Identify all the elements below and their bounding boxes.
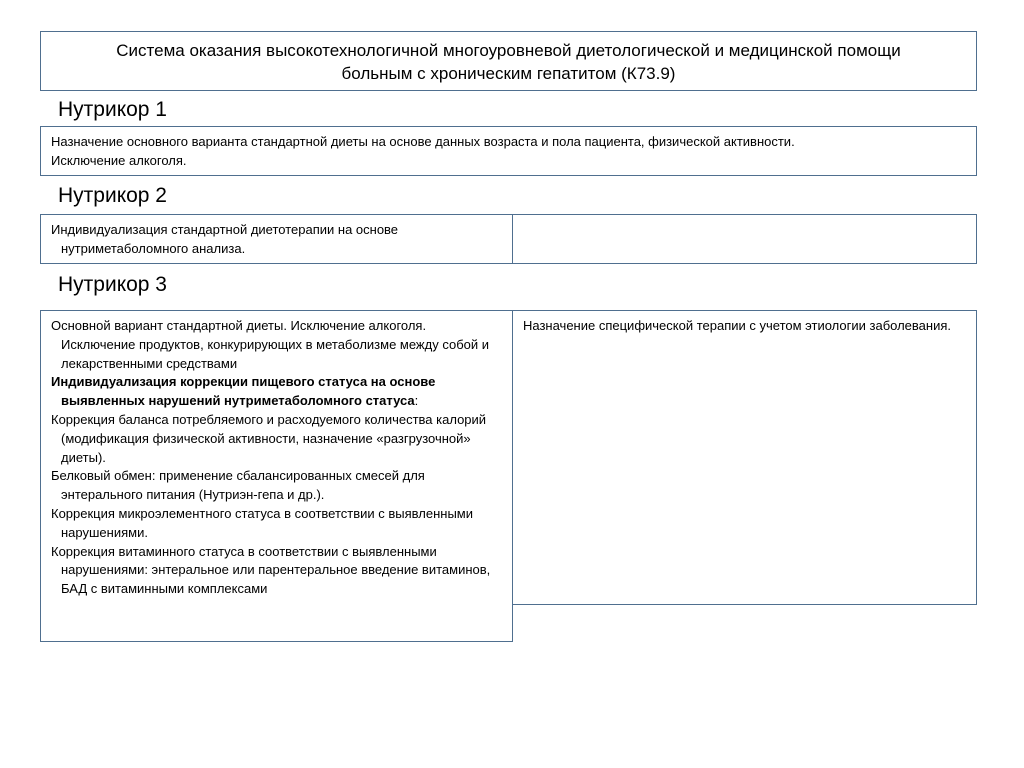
nutrikor-3-para-5: Коррекция микроэлементного статуса в соответствии с выявленными нарушениями. <box>51 505 473 540</box>
heading-nutrikor-2: Нутрикор 2 <box>58 184 167 207</box>
nutrikor-2-right-box <box>512 214 977 264</box>
nutrikor-3-right-text: Назначение специфической терапии с учетом этиологии заболевания. <box>523 318 951 333</box>
title-line-2: больным с хроническим гепатитом (К73.9) <box>341 64 676 83</box>
title-line-1: Система оказания высокотехнологичной многоуровневой диетологической и медицинской помощи <box>116 41 901 60</box>
nutrikor-1-text-line-1: Назначение основного варианта стандартной диеты на основе данных возраста и пола пациента, физической активности. <box>51 134 795 149</box>
heading-nutrikor-3: Нутрикор 3 <box>58 273 167 296</box>
nutrikor-3-para-3: Коррекция баланса потребляемого и расходуемого количества калорий (модификация физической активности, назначение «разгрузочной» диеты). <box>51 411 487 465</box>
nutrikor-2-left-text: Индивидуализация стандартной диетотерапии на основе нутриметаболомного анализа. <box>51 222 399 256</box>
nutrikor-3-para-1: Основной вариант стандартной диеты. Исключение алкоголя. Исключение продуктов, конкурирующих в метаболизме между собой и лекарственными средствами <box>51 318 490 371</box>
nutrikor-1-text-line-2: Исключение алкоголя. <box>51 152 187 168</box>
title-box <box>40 31 977 91</box>
nutrikor-3-para-6: Коррекция витаминного статуса в соответствии с выявленными нарушениями: энтеральное или парентеральное введение витаминов, БАД с витаминными комплексами <box>51 543 491 597</box>
nutrikor-3-para-2-bold: Индивидуализация коррекции пищевого статуса на основе выявленных нарушений нутриметаболомного статуса <box>51 374 436 409</box>
nutrikor-1-box <box>40 126 977 176</box>
nutrikor-3-para-4: Белковый обмен: применение сбалансированных смесей для энтерального питания (Нутриэн-гепа и др.). <box>51 468 425 503</box>
nutrikor-3-right-box <box>512 310 977 605</box>
nutrikor-3-para-2-colon: : <box>414 393 419 409</box>
heading-nutrikor-1: Нутрикор 1 <box>58 98 167 121</box>
nutrikor-2-left-box <box>40 214 513 264</box>
nutrikor-3-left-box <box>40 310 513 642</box>
nutrikor-3-para-2 <box>51 373 504 411</box>
